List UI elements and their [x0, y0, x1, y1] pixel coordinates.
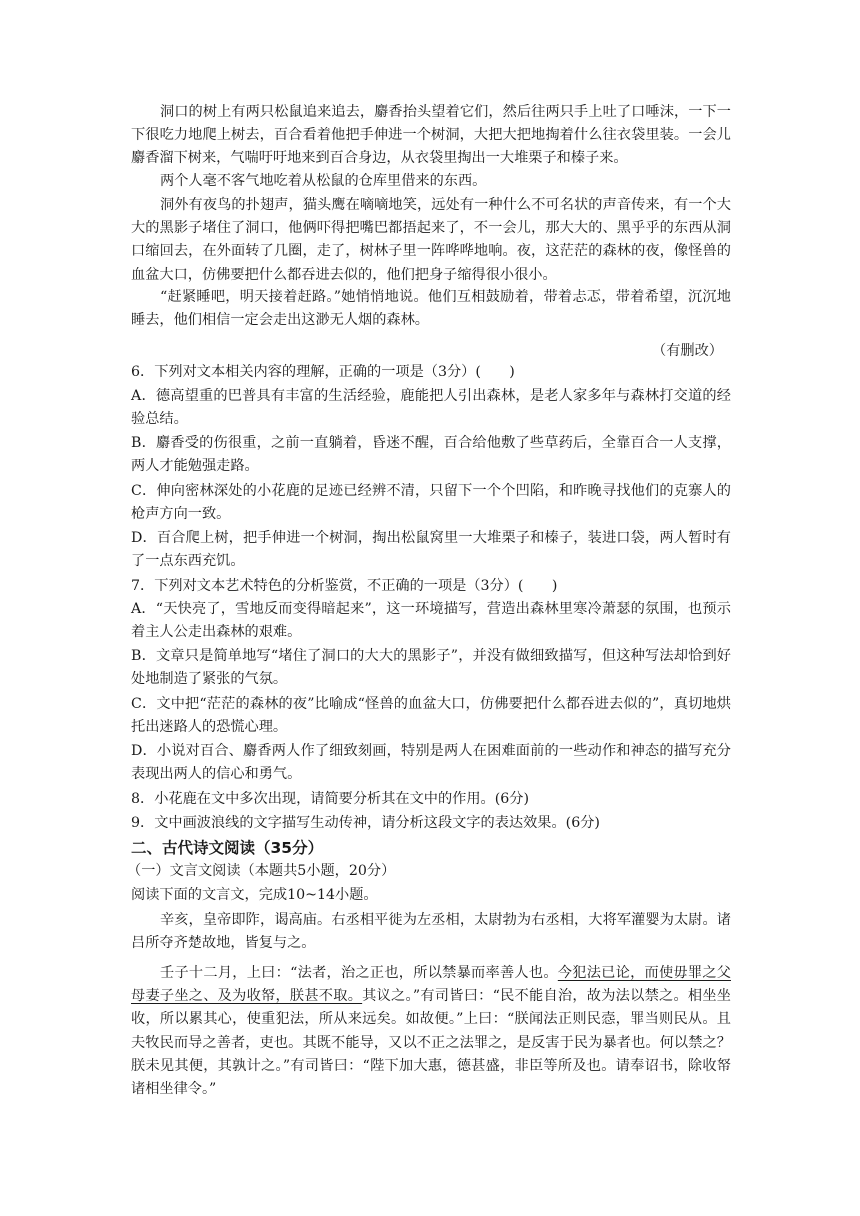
q6-option-d: D．百合爬上树，把手伸进一个树洞，掏出松鼠窝里一大堆栗子和榛子，装进口袋，两人暂时有了一点东西充饥。: [131, 530, 731, 570]
passage-paragraph-1: 洞口的树上有两只松鼠追来追去，麝香抬头望着它们，然后往两只手上吐了口唾沫，一下一下很吃力地爬上树去，百合看着他把手伸进一个树洞，大把大把地掏着什么往衣袋里装。一会儿麝香溜下树来，气喘吁吁地来到百合身边，从衣袋里掏出一大堆栗子和榛子来。: [131, 104, 731, 167]
q7-option-a: A．“天快亮了，雪地反而变得暗起来”，这一环境描写，营造出森林里寒冷萧瑟的氛围，也预示着主人公走出森林的艰难。: [131, 601, 731, 641]
q6-option-a: A．德高望重的巴普具有丰富的生活经验，鹿能把人引出森林，是老人家多年与森林打交道的经验总结。: [131, 388, 731, 428]
passage-paragraph-3: 洞外有夜鸟的扑翅声，猫头鹰在嘀嘀地笑，远处有一种什么不可名状的声音传来，有一个大大的黑影子堵住了洞口，他俩吓得把嘴巴都捂起来了，不一会儿，那大大的、黑乎乎的东西从洞口缩回去，在外面转了几圈，走了，树林子里一阵哗哗地响。夜，这茫茫的森林的夜，像怪兽的血盆大口，仿佛要把什么都吞进去似的，他们把身子缩得很小很小。: [131, 197, 731, 283]
edit-note: （有删改）: [652, 343, 723, 359]
q7-option-c: C．文中把“茫茫的森林的夜”比喻成“怪兽的血盆大口，仿佛要把什么都吞进去似的”，真切地烘托出迷路人的恐慌心理。: [131, 696, 731, 736]
passage-paragraph-2: 两个人毫不客气地吃着从松鼠的仓库里借来的东西。: [160, 173, 487, 189]
section-2-title: 二、古代诗文阅读（35分）: [131, 839, 324, 857]
classical-paragraph-1: 辛亥，皇帝即阼，谒高庙。右丞相平徙为左丞相，太尉勃为右丞相，大将军灌婴为太尉。诸吕所夺齐楚故地，皆复与之。: [131, 912, 731, 952]
passage-paragraph-4: “赶紧睡吧，明天接着赶路。”她悄悄地说。他们互相鼓励着，带着忐忑，带着希望，沉沉地睡去，他们相信一定会走出这渺无人烟的森林。: [131, 289, 731, 329]
section-2-subtitle: （一）文言文阅读（本题共5小题，20分）: [127, 863, 396, 879]
q7-option-b: B．文章只是简单地写“堵住了洞口的大大的黑影子”，并没有做细致描写，但这种写法却恰到好处地制造了紧张的气氛。: [131, 648, 731, 688]
q9-stem: 9．文中画波浪线的文字描写生动传神，请分析这段文字的表达效果。(6分): [131, 815, 600, 831]
q7-stem: 7．下列对文本艺术特色的分析鉴赏，不正确的一项是（3分）( ): [131, 578, 558, 594]
q6-option-b: B．麝香受的伤很重，之前一直躺着，昏迷不醒，百合给他敷了些草药后，全靠百合一人支撑，两人才能勉强走路。: [131, 435, 731, 475]
classical-text-end: 其议之。”有司皆曰：“民不能自治，故为法以禁之。相坐坐收，所以累其心，使重犯法，所从来远矣。如故便。”上曰：“朕闻法正则民悫，罪当则民从。且夫牧民而导之善者，吏也。其既不能导，又以不正之法罪之，是反害于民为暴者也。何以禁之？朕未见其便，其孰计之。”有司皆曰：“陛下加大惠，德甚盛，非臣等所及也。请奉诏书，除收帑诸相坐律令。”: [131, 988, 731, 1098]
classical-text-start: 壬子十二月，上曰：“法者，治之正也，所以禁暴而率善人也。: [160, 965, 558, 981]
classical-underlined-sentence: 今犯法已论，而使毋罪之父母妻子坐之、及为收帑，朕甚不取。: [131, 965, 731, 1005]
q6-option-c: C．伸向密林深处的小花鹿的足迹已经辨不清，只留下一个个凹陷，和昨晚寻找他们的克寨人的枪声方向一致。: [131, 483, 731, 523]
q8-stem: 8．小花鹿在文中多次出现，请简要分析其在文中的作用。(6分): [131, 791, 530, 807]
classical-paragraph-2: [131, 962, 731, 1101]
q6-stem: 6．下列对文本相关内容的理解，正确的一项是（3分）( ): [131, 364, 515, 380]
section-2-instruction: 阅读下面的文言文，完成10~14小题。: [131, 887, 378, 903]
q7-option-d: D．小说对百合、麝香两人作了细致刻画，特别是两人在困难面前的一些动作和神态的描写充分表现出两人的信心和勇气。: [131, 743, 731, 783]
